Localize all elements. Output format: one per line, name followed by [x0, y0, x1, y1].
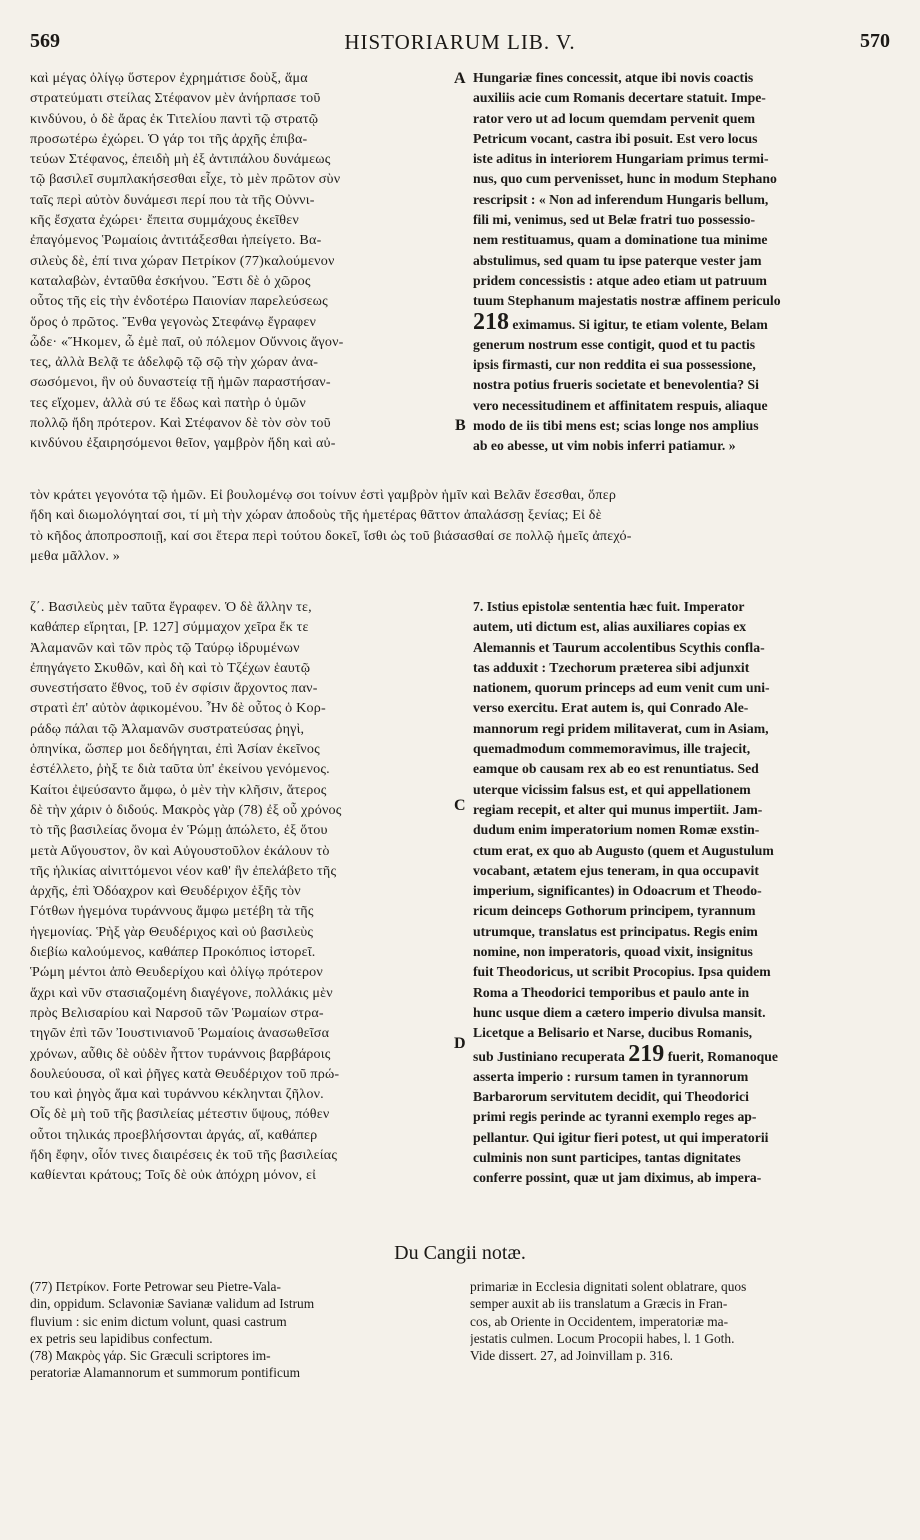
- text-line: κῆς ἔσχατα ἐχώρει· ἔπειτα συμμάχους ἐκεῖθεν: [30, 212, 299, 229]
- running-title: HISTORIARUM LIB. V.: [344, 30, 576, 54]
- text-line: του καὶ ῥηγὸς ἅμα καὶ τυράννου κέκληνται ζῆλον.: [30, 1086, 324, 1103]
- note-line: fluvium : sic enim dictum volunt, quasi castrum: [30, 1313, 287, 1329]
- text-line: σωσόμενοι, ἣν οὐ δυναστείᾳ τῇ ἡμῶν παραστήσαν-: [30, 374, 331, 391]
- greek-column-top: [30, 68, 455, 454]
- text-line: κινδύνου ἐξαιρησόμενοι θεῖον, γαμβρὸν ἤδη καὶ αὐ-: [30, 435, 336, 452]
- text-line: pridem concessistis : atque adeo etiam ut patruum: [473, 272, 767, 288]
- text-line: Roma a Theodorici temporibus et paulo ante in: [473, 984, 750, 1000]
- note-line: jestatis culmen. Locum Procopii habes, l. 1 Goth.: [470, 1330, 735, 1346]
- text-line: οὗτος τῆς εἰς τὴν ἐνδοτέρω Παιονίαν παρελεύσεως: [30, 293, 328, 310]
- text-line: autem, uti dictum est, alias auxiliares copias ex: [473, 619, 747, 635]
- margin-letter-c: C: [454, 797, 466, 814]
- text-line: ἄχρι καὶ νῦν στασιαζομένη διαγέγονε, πολλάκις μὲν: [30, 984, 333, 1001]
- text-line: τεύων Στέφανος, ἐπειδὴ μὴ ἐξ ἀντιπάλου δυνάμεως: [30, 151, 331, 168]
- text-line: rator vero ut ad locum quemdam pervenit quem: [473, 110, 755, 126]
- text-line: προσωτέρω ἐχώρει. Ὁ γάρ τοι τῆς ἀρχῆς ἐπιβα-: [30, 130, 308, 147]
- text-line: σιλεὺς δὲ, ἐπί τινα χώραν Πετρίκον (77)καλούμενον: [30, 252, 335, 269]
- text-line: nus, quo cum pervenisset, hunc in modum Stephano: [473, 171, 777, 187]
- text-line: πρὸς Βελισαρίου καὶ Ναρσοῦ τῶν Ῥωμαίων στρα-: [30, 1004, 324, 1021]
- page-marker-219: 219: [628, 1043, 665, 1067]
- text-line: πολλῷ ἤδη πρότερον. Καὶ Στέφανον δὲ τὸν σὸν τοῦ: [30, 415, 331, 432]
- text-line: Γότθων ἡγεμόνα τυράννους ἄμφω μετέβη τὰ τῆς: [30, 903, 314, 920]
- text-line: ἐστέλλετο, ῥὴξ τε διὰ ταῦτα ὑπ' ἐκείνου γενόμενος.: [30, 761, 330, 778]
- latin-column-top: [473, 68, 888, 457]
- note-line: semper auxit ab iis translatum a Græcis in Fran-: [470, 1296, 728, 1312]
- text-line: μεθα μᾶλλον. »: [30, 547, 121, 564]
- text-line: τὸν κράτει γεγονότα τῷ ἡμῶν. Εἰ βουλομένῳ σοι τοίνυν ἐστὶ γαμβρὸν ἡμῖν καὶ Βελᾶν ἔσεσθαι, ὅπερ: [30, 487, 617, 503]
- text-line: Alemannis et Taurum accolentibus Scythis confla-: [473, 639, 765, 655]
- text-line: τὸ κῆδος ἀποπροσποιῇ, καί σοι ἕτερα περὶ τούτου δοκεῖ, ἴσθι ὡς τοῦ βιάσασθαί σε πολλῷ ἡμεῖς ἀπεχό-: [30, 527, 632, 544]
- text-line: asserta imperio : rursum tamen in tyrannorum: [473, 1068, 749, 1084]
- text-line: primi regis perinde ac tyranni exemplo reges ap-: [473, 1109, 757, 1125]
- text-line: hunc usque diem a cætero imperio divulsa mansit.: [473, 1004, 766, 1020]
- text-line: στρατὶ ἐπ' αὐτὸν ἀφικομένου. Ἦν δὲ οὗτος ὁ Κορ-: [30, 700, 326, 717]
- text-line: vero necessitudinem et affinitatem respuis, aliaque: [473, 397, 768, 413]
- text-line: δουλεύουσα, οἳ καὶ ῥῆγες κατὰ Θευδέριχον τοῦ πρώ-: [30, 1065, 340, 1082]
- text-line: διεβίω καλούμενος, καθάπερ Προκόπιος ἱστορεῖ.: [30, 944, 316, 961]
- text-line: καταλαβὼν, ἐνταῦθα ἐσκήνου. Ἔστι δὲ ὁ χῶρος: [30, 272, 311, 289]
- text-line: μετὰ Αὔγουστον, ὃν καὶ Αὐγουστοῦλον ἐκάλουν τὸ: [30, 842, 330, 859]
- text-line: iste aditus in interiorem Hungariam primus termi-: [473, 151, 769, 167]
- text-line: ἀρχῆς, ἐπὶ Ὀδόαχρον καὶ Θευδέριχον ἑξῆς τὸν: [30, 883, 301, 900]
- text-line: fili mi, venimus, sed ut Belæ fratri tuo possessio-: [473, 212, 756, 228]
- text-line: ἐπαγόμενος Ῥωμαίοις ἀντιτάξεσθαι ἠπείγετο. Βα-: [30, 232, 322, 249]
- notes-right-column: [470, 1278, 890, 1364]
- text-line-fragment: sub Justiniano recuperata: [473, 1048, 625, 1064]
- text-line: regiam recepit, et alter qui munus impertiit. Jam-: [473, 801, 763, 817]
- text-line: ταῖς περὶ αὐτὸν δυνάμεσι περί που τὰ τῆς Οὐννι-: [30, 191, 315, 208]
- text-line-fragment: fuerit, Romanoque: [667, 1048, 778, 1064]
- text-line: culminis non sunt participes, tantas dignitates: [473, 1150, 741, 1166]
- text-line: tas adduxit : Tzechorum præterea sibi adjunxit: [473, 659, 750, 675]
- text-line: ricum deinceps Gothorum principem, tyrannum: [473, 903, 756, 919]
- text-line: modo de iis tibi mens est; scias longe nos amplius: [473, 418, 759, 434]
- text-line: Licetque a Belisario et Narse, ducibus Romanis,: [473, 1025, 753, 1041]
- text-line: ἤδη καὶ διωμολόγηταί σοι, τί μὴ τὴν χώραν ἀποδοὺς τῆς ἡμετέρας θᾶττον ἀπαλάσσῃ ξενίας; Εἰ δὲ: [30, 507, 602, 524]
- note-line: (77) Πετρίκον. Forte Petrowar seu Pietre-Vala-: [30, 1279, 281, 1294]
- text-line: [473, 1044, 888, 1067]
- margin-letter-d: D: [454, 1035, 466, 1052]
- text-line: Ἀλαμανῶν καὶ τῶν πρὸς τῷ Ταύρῳ ἱδρυμένων: [30, 639, 300, 656]
- text-line: fuit Theodoricus, ut scribit Procopius. Ipsa quidem: [473, 964, 771, 980]
- text-line: ἡγεμονίας. Ῥὴξ γὰρ Θευδέριχος καὶ οὐ βασιλεὺς: [30, 923, 314, 940]
- text-line: pellantur. Qui igitur fieri potest, ut qui imperatorii: [473, 1129, 769, 1145]
- text-line: τες εἴχομεν, ἀλλὰ σύ τε ἔδως καὶ πατὴρ ὁ ὑμῶν: [30, 394, 306, 411]
- note-line: peratoriæ Alamannorum et summorum pontificum: [30, 1365, 300, 1381]
- text-line: eamque ob causam rex ab eo est renuntiatus. Sed: [473, 761, 759, 777]
- greek-column-bottom: [30, 597, 455, 1186]
- right-page-number: 570: [860, 30, 890, 52]
- text-line: dudum enim imperatorium nomen Romæ exstin-: [473, 822, 760, 838]
- text-line: uterque vicissim falsus est, et qui appellationem: [473, 781, 751, 797]
- text-line: nationem, quorum princeps ad eum venit cum uni-: [473, 680, 770, 696]
- text-line: mannorum regi pridem militaverat, cum in Asiam,: [473, 720, 769, 736]
- margin-letter-b: B: [455, 417, 466, 434]
- text-line: ἤδη ἔφην, οἷόν τινες διαιρέσεις ἐκ τοῦ τῆς βασιλείας: [30, 1147, 338, 1164]
- text-line: στρατεύματι στείλας Στέφανον μὲν ἀνήρπασε τοῦ: [30, 90, 321, 107]
- text-line: ράδῳ πάλαι τῷ Ἀλαμανῶν συστρατεύσας ῥηγὶ,: [30, 720, 305, 737]
- text-line: ab eo abesse, ut vim nobis inferri patiamur. »: [473, 438, 736, 454]
- text-line: Hungariæ fines concessit, atque ibi novis coactis: [473, 70, 754, 85]
- text-line: Ῥώμη μέντοι ἀπὸ Θευδερίχου καὶ ὀλίγῳ πρότερον: [30, 964, 324, 981]
- notes-left-column: [30, 1278, 445, 1382]
- greek-full-width-block: [30, 485, 888, 566]
- text-line: rescripsit : « Non ad inferendum Hungaris bellum,: [473, 191, 769, 207]
- text-line: καθάπερ εἴρηται, [P. 127] σύμμαχον χεῖρα ἔκ τε: [30, 619, 309, 636]
- left-page-number: 569: [30, 30, 60, 52]
- text-line: tuum Stephanum majestatis nostræ affinem periculo: [473, 293, 781, 309]
- note-line: cos, ab Oriente in Occidentem, imperatoriæ ma-: [470, 1313, 729, 1329]
- text-line: Οἷς δὲ μὴ τοῦ τῆς βασιλείας μέτεστιν ὕψους, πόθεν: [30, 1106, 330, 1123]
- page-header: [30, 30, 890, 64]
- text-line: nem restituamus, quam a dominatione tua minime: [473, 232, 768, 248]
- text-line: ὁπηνίκα, ὥσπερ μοι δεδήγηται, ἐπὶ Ἀσίαν ἐκεῖνος: [30, 741, 320, 758]
- text-line: utrumque, translatus est principatus. Regis enim: [473, 923, 758, 939]
- text-line: ipsis firmasti, cur non reddita ei sua possessione,: [473, 357, 756, 373]
- text-line: [473, 312, 888, 335]
- text-line: auxiliis acie cum Romanis decertare statuit. Impe-: [473, 90, 766, 106]
- notes-title: Du Cangii notæ.: [394, 1242, 526, 1264]
- text-line: ἐπηγάγετο Σκυθῶν, καὶ δὴ καὶ τὸ Τζέχων ἑαυτῷ: [30, 659, 311, 676]
- text-line: τες, ἀλλὰ Βελᾷ τε ἀδελφῷ τῷ σῷ τὴν χώραν ἀνα-: [30, 354, 319, 371]
- note-line: din, oppidum. Sclavoniæ Savianæ validum ad Istrum: [30, 1296, 315, 1312]
- text-line: τὸ τῆς βασιλείας ὄνομα ἐν Ῥώμῃ ἀπώλετο, ἐξ ὅτου: [30, 822, 328, 839]
- text-line: καὶ μέγας ὀλίγῳ ὕστερον ἐχρημάτισε δοὺξ, ἅμα: [30, 70, 308, 86]
- text-line: Καίτοι ἐψεύσαντο ἄμφω, ὁ μὲν τὴν κλῆσιν, ἅτερος: [30, 781, 327, 798]
- text-line: abstulimus, sed quam tu ipse paterque vester jam: [473, 252, 762, 268]
- text-line: ctum erat, ex quo ab Augusto (quem et Augustulum: [473, 842, 774, 858]
- text-line: κινδύνου, ὁ δὲ ἄρας ἐκ Τιτελίου παντὶ τῷ στρατῷ: [30, 110, 319, 127]
- text-line: χρόνων, αὖθις δὲ οὐδὲν ἧττον τυράννοις βαρβάροις: [30, 1045, 331, 1062]
- text-line: generum nostrum esse contigit, quod et tu pactis: [473, 336, 756, 352]
- text-line: 7. Istius epistolæ sententia hæc fuit. Imperator: [473, 599, 745, 614]
- text-line: δὲ τὴν χάριν ὁ διδούς. Μακρὸς γὰρ (78) ἐξ οὗ χρόνος: [30, 801, 342, 818]
- text-line-fragment: eximamus. Si igitur, te etiam volente, Belam: [512, 316, 768, 332]
- text-line: συνεστήσατο ἔθνος, τοῦ ἐν σφίσιν ἄρχοντος παν-: [30, 680, 318, 697]
- note-line: primariæ in Ecclesia dignitati solent oblatrare, quos: [470, 1279, 747, 1294]
- text-line: τῷ βασιλεῖ συμπλακήσεσθαι εἶχε, τὸ μὲν πρῶτον σὺν: [30, 171, 341, 188]
- text-line: vocabant, ætatem ejus teneram, in qua occupavit: [473, 862, 759, 878]
- text-line: ζ΄. Βασιλεὺς μὲν ταῦτα ἔγραφεν. Ὁ δὲ ἄλλην τε,: [30, 599, 312, 615]
- text-line: καθίενται κράτους; Τοῖς δὲ οὐκ ἀπόχρη μόνον, εἰ: [30, 1167, 317, 1184]
- text-line: quemadmodum commemoravimus, ille trajecit,: [473, 741, 751, 757]
- text-line: conferre possint, quæ ut jam diximus, ab impera-: [473, 1170, 762, 1186]
- note-line: Vide dissert. 27, ad Joinvillam p. 316.: [470, 1348, 674, 1364]
- latin-column-bottom: [473, 597, 888, 1189]
- text-line: τηγῶν ἐπὶ τῶν Ἰουστινιανοῦ Ῥωμαίοις ἀνασωθεῖσα: [30, 1025, 330, 1042]
- text-line: ὅρος ὁ πρῶτος. Ἔνθα γεγονὼς Στεφάνῳ ἔγραφεν: [30, 313, 317, 330]
- text-line: nostra potius frueris societate et benevolentia? Si: [473, 377, 759, 393]
- text-line: τῆς ἡλικίας αἰνιττόμενοι νέον καθ' ἣν ἐπελάβετο τῆς: [30, 862, 337, 879]
- text-line: ὧδε· «Ἥκομεν, ὦ ἐμὲ παῖ, οὐ πόλεμον Οὔννοις ἄγον-: [30, 333, 344, 350]
- text-line: verso exercitu. Erat autem is, qui Conrado Ale-: [473, 700, 749, 716]
- text-line: nomine, non imperatoris, quoad vixit, insignitus: [473, 944, 753, 960]
- page-marker-218: 218: [473, 311, 509, 335]
- text-line: imperium, significantes) in Odoacrum et Theodo-: [473, 883, 762, 899]
- text-line: Barbarorum servitutem decidit, qui Theodorici: [473, 1089, 749, 1105]
- note-line: ex petris seu lapidibus confectum.: [30, 1330, 213, 1346]
- margin-letter-a: A: [454, 70, 466, 87]
- text-line: οὗτοι τηλικάς προεβλήσονται ἀργάς, αἵ, καθάπερ: [30, 1126, 318, 1143]
- note-line: (78) Μακρὸς γάρ. Sic Græculi scriptores im-: [30, 1348, 271, 1364]
- text-line: Petricum vocant, castra ibi posuit. Est vero locus: [473, 130, 758, 146]
